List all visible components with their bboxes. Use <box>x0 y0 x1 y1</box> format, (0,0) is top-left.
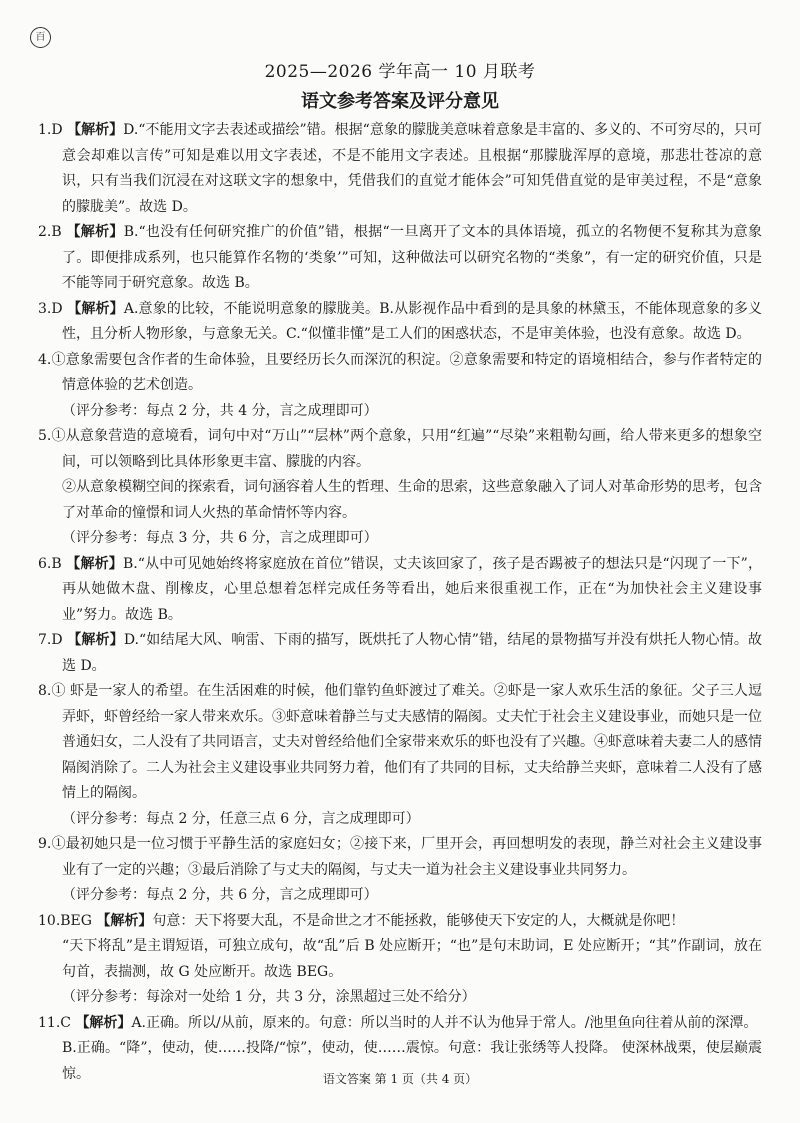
answer-content <box>38 118 762 1087</box>
page-header <box>0 58 800 116</box>
answer-number: 3.D <box>38 300 63 317</box>
scoring-note: （评分参考：每点 2 分，共 6 分，言之成理即可） <box>62 887 378 903</box>
answer-text: B.“从中可见她始终将家庭放在首位”错误，丈夫该回家了，孩子是否踢被子的想法只是“闪现了一下”，再从她做木盘、削橡皮，心里总想着怎样完成任务等看出，她后来很重视工作，正在“为加快社会主义建设事业”努力。故选 B。 <box>62 555 762 623</box>
page-title: 2025—2026 学年高一 10 月联考 <box>264 62 536 82</box>
analysis-tag: 【解析】 <box>67 300 124 317</box>
answer-6 <box>38 552 762 629</box>
answer-number: 10.BEG <box>38 912 92 929</box>
publisher-logo: 百 <box>30 27 51 48</box>
answer-11 <box>38 1011 762 1037</box>
answer-8 <box>38 679 762 807</box>
answer-number: 11.C <box>38 1014 71 1031</box>
answer-10 <box>38 909 762 935</box>
answer-3 <box>38 297 762 348</box>
analysis-tag: 【解析】 <box>66 224 124 240</box>
answer-number: 8. <box>38 683 52 699</box>
answer-text: B.“也没有任何研究推广的价值”错，根据“一旦离开了文本的具体语境，孤立的名物便不复称其为意象了。即便排成系列，也只能算作名物的‘类象’”可知，这种做法可以研究名物的“类象”，有一定的研究价值，只是不能等同于研究意象。故选 B。 <box>62 224 762 291</box>
scoring-note: （评分参考：每涂对一处给 1 分，共 3 分，涂黑超过三处不给分） <box>62 989 476 1005</box>
analysis-tag: 【解析】 <box>66 555 123 572</box>
answer-number: 5. <box>38 428 52 444</box>
answer-number: 6.B <box>38 555 62 572</box>
answer-number: 1.D <box>38 122 63 138</box>
answer-number: 2.B <box>38 224 62 240</box>
answer-number: 7.D <box>38 632 63 648</box>
answer-text: 句意：天下将要大乱，不是命世之才不能拯救，能够使天下安定的人，大概就是你吧！ <box>152 912 685 929</box>
answer-text-continued: B.正确。“降”，使动，使……投降/“惊”，使动，使……震惊。句意：我让张绣等人投降。 使深林战栗，使层巅震惊。 <box>62 1040 762 1082</box>
answer-text: A.正确。所以/从前，原来的。句意：所以当时的人并不认为他异于常人。/池里鱼向往着从前的深潭。 <box>131 1014 758 1031</box>
scoring-note: （评分参考：每点 3 分，共 6 分，言之成理即可） <box>62 530 378 546</box>
answer-text: ①意象需要包含作者的生命体验，且要经历长久而深沉的积淀。②意象需要和特定的语境相结合，参与作者特定的情意体验的艺术创造。 <box>51 351 762 393</box>
answer-text-continued: ②从意象模糊空间的探索看，词句涵容着人生的哲理、生命的思索，这些意象融入了词人对革命形势的思考，包含了对革命的憧憬和词人火热的革命情怀等内容。 <box>62 479 762 521</box>
scoring-note: （评分参考：每点 2 分，共 4 分，言之成理即可） <box>62 402 378 419</box>
scoring-note: （评分参考：每点 2 分，任意三点 6 分，言之成理即可） <box>62 810 420 827</box>
answer-4 <box>38 348 762 399</box>
analysis-tag: 【解析】 <box>75 1014 132 1031</box>
answer-text: ①从意象营造的意境看，词句中对“万山”“层林”两个意象，只用“红遍”“尽染”来粗勒勾画，给人带来更多的想象空间，可以领略到比具体形象更丰富、朦胧的内容。 <box>51 428 762 470</box>
answer-text-continued: “天下将乱”是主谓短语，可独立成句，故“乱”后 B 处应断开；“也”是句末助词，E 处应断开；“其”作副词，放在句首，表揣测，故 G 处应断开。故选 BEG。 <box>62 938 762 980</box>
answer-text: D.“如结尾大风、响雷、下雨的描写，既烘托了人物心情”错，结尾的景物描写并没有烘托人物心情。故选 D。 <box>62 632 762 674</box>
answer-number: 9. <box>38 836 52 852</box>
analysis-tag: 【解析】 <box>96 912 153 929</box>
answer-text: A.意象的比较，不能说明意象的朦胧美。B.从影视作品中看到的是具象的林黛玉，不能体现意象的多义性，且分析人物形象，与意象无关。C.“似懂非懂”是工人们的困惑状态，不是审美体验，也没有意象。故选 D。 <box>62 300 762 342</box>
answer-number: 4. <box>38 351 52 368</box>
analysis-tag: 【解析】 <box>67 632 124 648</box>
answer-1 <box>38 118 762 220</box>
answer-9 <box>38 832 762 883</box>
answer-2 <box>38 220 762 297</box>
page-subtitle: 语文参考答案及评分意见 <box>301 91 499 112</box>
answer-text: D.“不能用文字去表述或描绘”错。根据“意象的朦胧美意味着意象是丰富的、多义的、不可穷尽的，只可意会却难以言传”可知是难以用文字表述，不是不能用文字表述。且根据“那朦胧浑厚的意境，那悲壮苍凉的意识，只有当我们沉浸在对这联文字的想象中，凭借我们的直觉才能体会”可知凭借直觉的是审美过程，不是“意象的朦胧美”。故选 D。 <box>62 122 763 215</box>
page-footer: 语文答案 第 1 页（共 4 页） <box>322 1072 478 1086</box>
answer-text: ①最初她只是一位习惯于平静生活的家庭妇女；②接下来，厂里开会，再回想明发的表现，静兰对社会主义建设事业有了一定的兴趣；③最后消除了与丈夫的隔阂，与丈夫一道为社会主义建设事业共同努力。 <box>51 836 762 878</box>
answer-text: ① 虾是一家人的希望。在生活困难的时候，他们靠钓鱼虾渡过了难关。②虾是一家人欢乐生活的象征。父子三人逗弄虾，虾曾经给一家人带来欢乐。③虾意味着静兰与丈夫感情的隔阂。丈夫忙于社会主义建设事业，而她只是一位普通妇女，二人没有了共同语言，丈夫对曾经给他们全家带来欢乐的虾也没有了兴趣。④虾意味着夫妻二人的感情隔阂消除了。二人为社会主义建设事业共同努力着，他们有了共同的目标，丈夫给静兰夹虾，意味着二人没有了感情上的隔阂。 <box>51 683 762 801</box>
answer-7 <box>38 628 762 679</box>
analysis-tag: 【解析】 <box>67 122 124 138</box>
answer-5 <box>38 424 762 475</box>
